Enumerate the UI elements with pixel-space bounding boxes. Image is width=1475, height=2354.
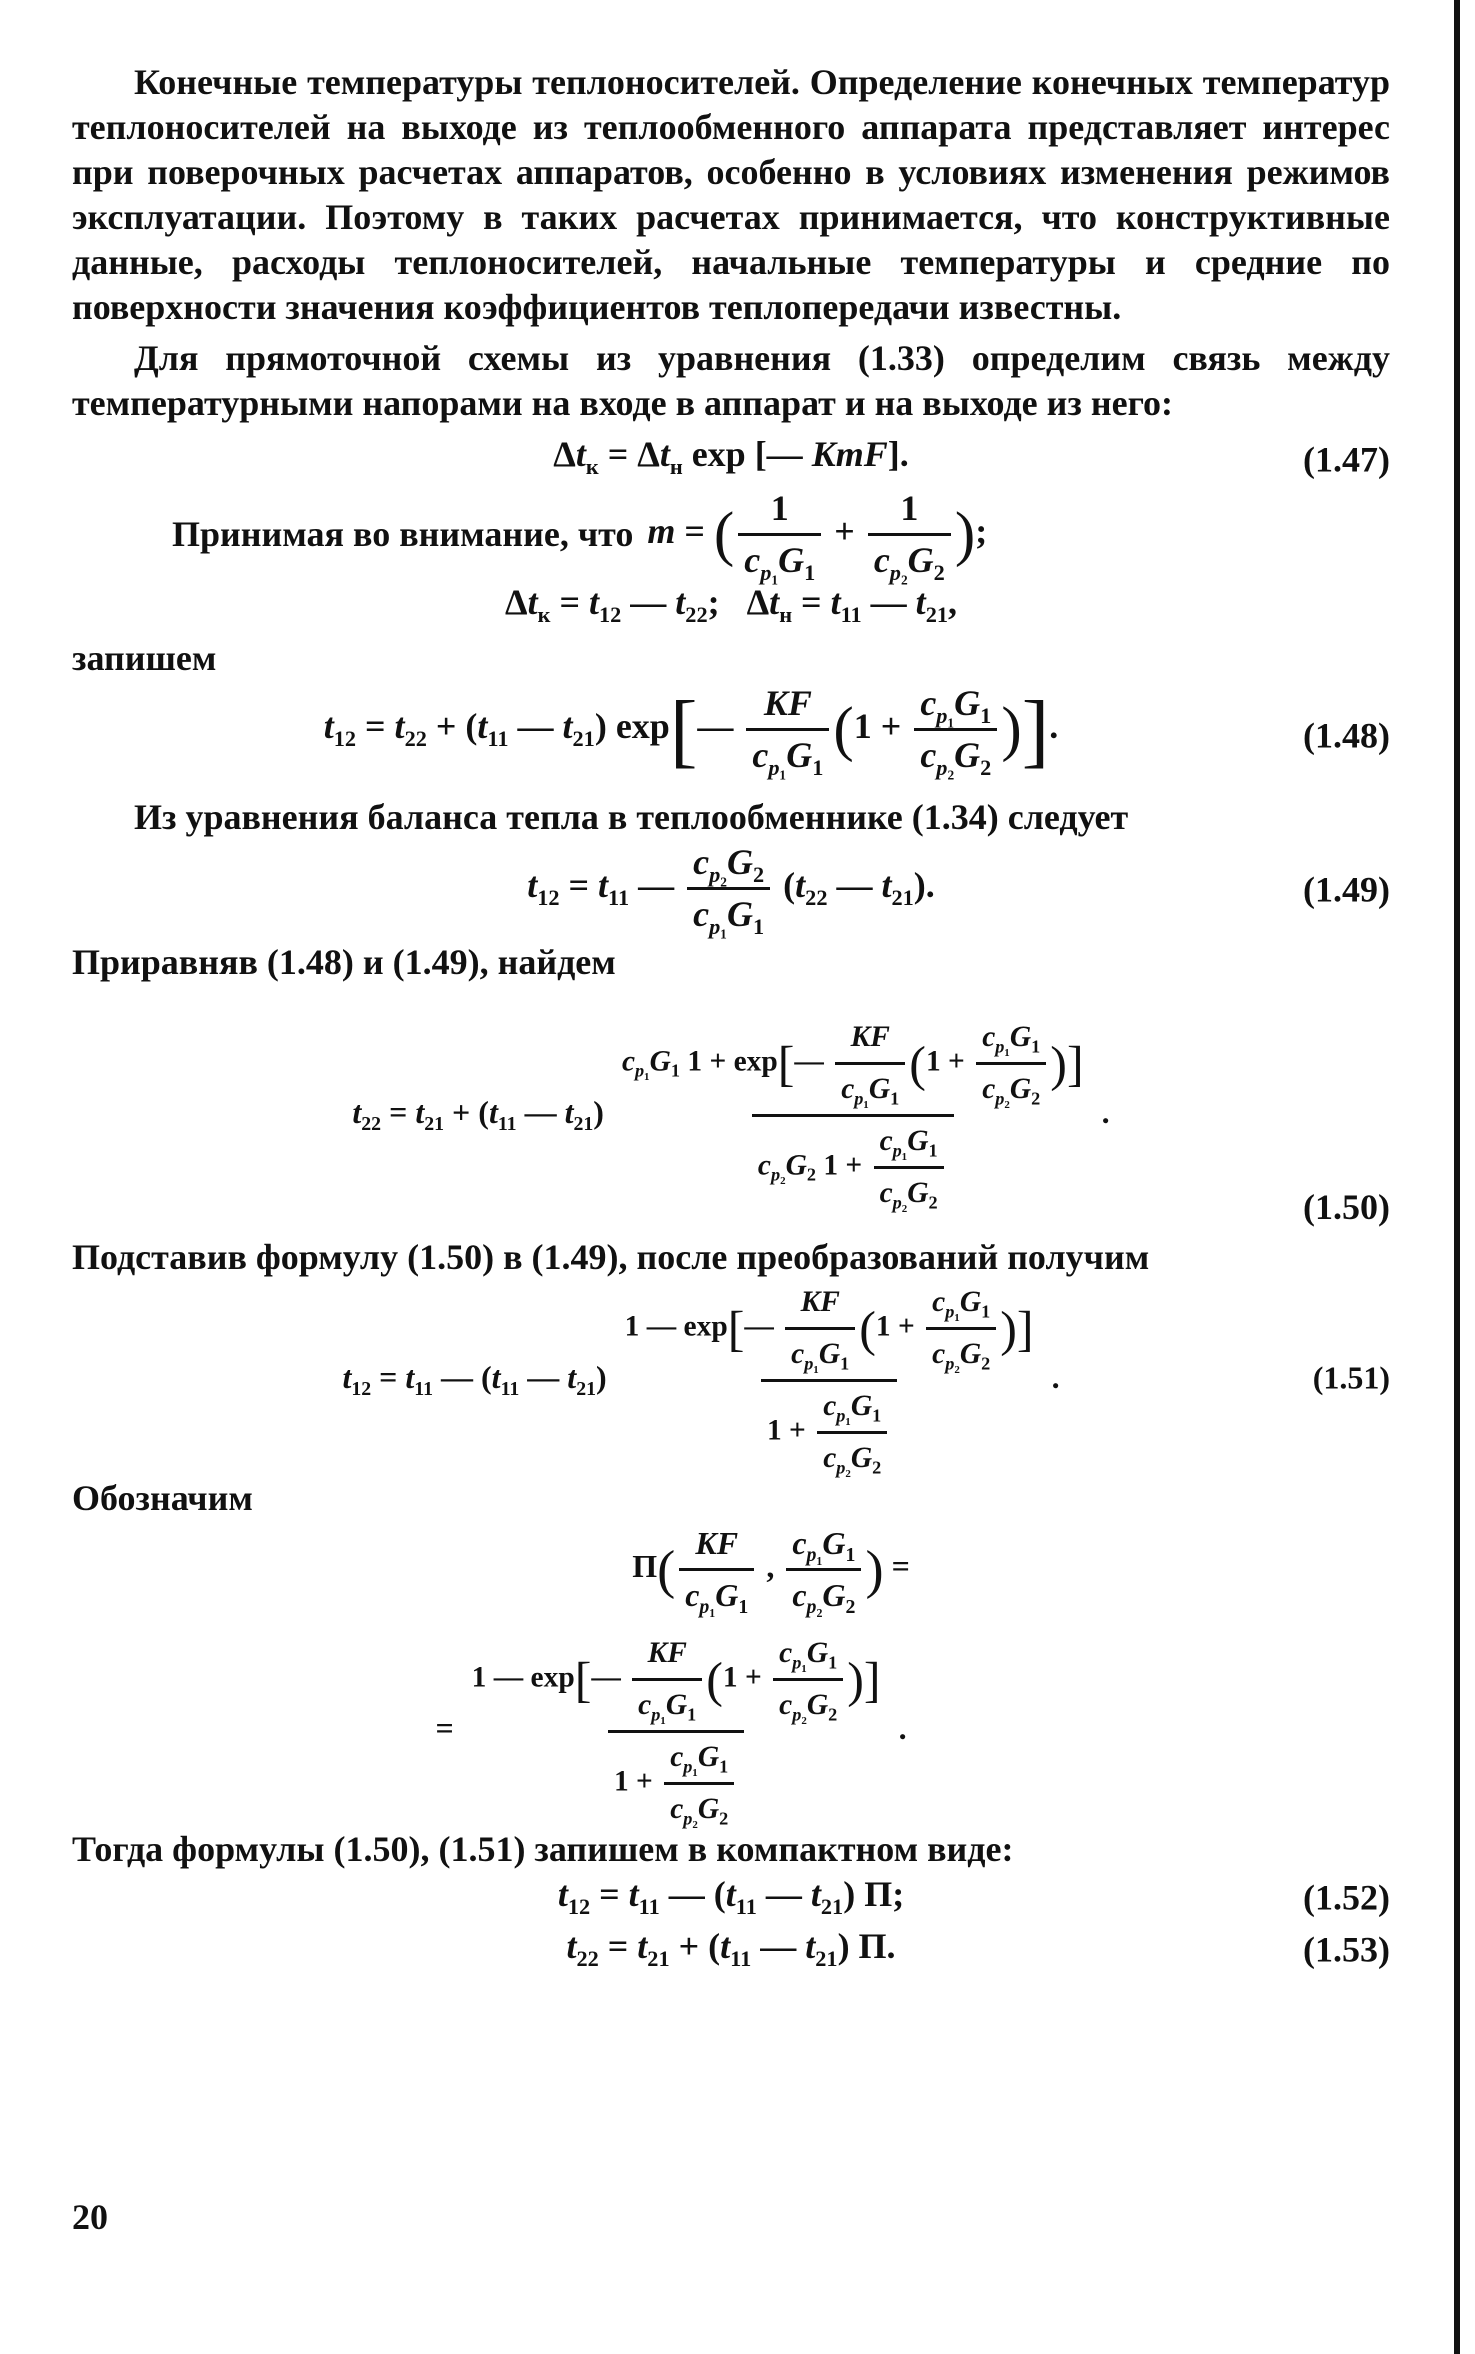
paragraph-1 (72, 60, 1390, 330)
equation-1-51: $t_{12} = t_{11}$ — ($t_{11}$ — $t_{21}$) 1 — exp[— $\frac{KF}{c_{p_1}G_1}$ (1 + $\frac{c_{p_1}G_1}{c_{p_2}G_2}$ )] 1 + $\frac{c_{p_1}G_1}{c_{p_2}G_2}$ . (1.51) (72, 1280, 1390, 1476)
equation-number-1-50: (1.50) (1303, 1187, 1390, 1227)
paragraph-5: Приравняв (1.48) и (1.49), найдем (72, 942, 616, 982)
paragraph-4: Из уравнения баланса тепла в теплообменнике (1.34) следует (134, 797, 1129, 837)
word-zapishem: запишем (72, 638, 217, 678)
equation-1-53: $t_{22} = t_{21} + (t_{11}$ — $t_{21}$) П. (1.53) (566, 1926, 1390, 1971)
equation-1-47: $\Delta t_к = \Delta t_н$ exp [— KmF]. (1.47) (72, 432, 1390, 488)
page-number: 20 (72, 2197, 108, 2237)
equation-number: (1.53) (1303, 1929, 1390, 1970)
paragraph-1-text: Определение конечных температур теплоносителей на выходе из теплообменного аппарата представляет интерес при поверочных расчетах аппаратов, особенно в условиях изменения режимов эксплуатации. Поэтому в таких расчетах принимается, что конструктивные данные, расходы теплоносителей, начальные температуры и средние по поверхности значения коэффициентов теплопередачи известны. (72, 62, 1390, 327)
equation-pi-value: = 1 — exp[— $\frac{KF}{c_{p_1}G_1}$ (1 + $\frac{c_{p_1}G_1}{c_{p_2}G_2}$ )] 1 + $\frac{c_{p_1}G_1}{c_{p_2}G_2}$ . (72, 1631, 1390, 1827)
equation-1-49: $t_{12} = t_{11}$ — $\frac{c_{p_2}G_2}{c_{p_1}G_1}$ ($t_{22}$ — $t_{21}$). (1.49) (527, 842, 1390, 939)
paragraph-3-intro: Принимая во внимание, что (172, 513, 634, 554)
page-edge-line (1454, 0, 1460, 2354)
equation-number: (1.52) (1303, 1877, 1390, 1918)
equation-number: (1.47) (1303, 439, 1390, 480)
equation-1-48: $t_{12} = t_{22} + (t_{11}$ — $t_{21}$) exp[— $\frac{KF}{c_{p_1}G_1}$ (1 + $\frac{c_{p_1}G_1}{c_{p_2}G_2}$ )]. (1.48) (323, 683, 1390, 780)
equation-1-50: $t_{22} = t_{21} + (t_{11}$ — $t_{21}$) $c_{p_1}G_1$ 1 + exp[— $\frac{KF}{c_{p_1}G_1}$ (1 + $\frac{c_{p_1}G_1}{c_{p_2}G_2}$ )] $c_{p_2}G_2$ 1 + $\frac{c_{p_1}G_1}{c_{p_2}G_2}$ . (72, 985, 1390, 1185)
equation-delta-t: $\Delta t_к = t_{12}$ — $t_{22}$; $\Delta t_н = t_{11}$ — $t_{21}$, (504, 582, 957, 627)
paragraph-6: Подставив формулу (1.50) в (1.49), после преобразований получим (72, 1237, 1150, 1277)
paragraph-7: Обозначим (72, 1478, 253, 1518)
equation-number: (1.51) (1312, 1359, 1390, 1396)
equation-pi-definition: П( $\frac{KF}{c_{p_1}G_1}$ , $\frac{c_{p_1}G_1}{c_{p_2}G_2}$ ) = (632, 1525, 910, 1618)
page-body (72, 60, 1390, 1976)
paragraph-2: Для прямоточной схемы из уравнения (1.33) определим связь между температурными напорами на входе в аппарат и на выходе из него: (72, 338, 1390, 423)
equation-1-52: $t_{12} = t_{11}$ — ($t_{11}$ — $t_{21}$) П; (1.52) (557, 1874, 1390, 1919)
paragraph-8: Тогда формулы (1.50), (1.51) запишем в компактном виде: (72, 1829, 1014, 1869)
equation-number: (1.48) (1303, 715, 1390, 756)
equation-m-definition: Принимая во внимание, что m = ( $\frac{1}{c_{p_1}G_1}$ + $\frac{1}{c_{p_2}G_2}$ ); (172, 487, 988, 585)
section-lead-title: Конечные температуры теплоносителей. (134, 62, 800, 102)
equation-number: (1.49) (1303, 869, 1390, 910)
